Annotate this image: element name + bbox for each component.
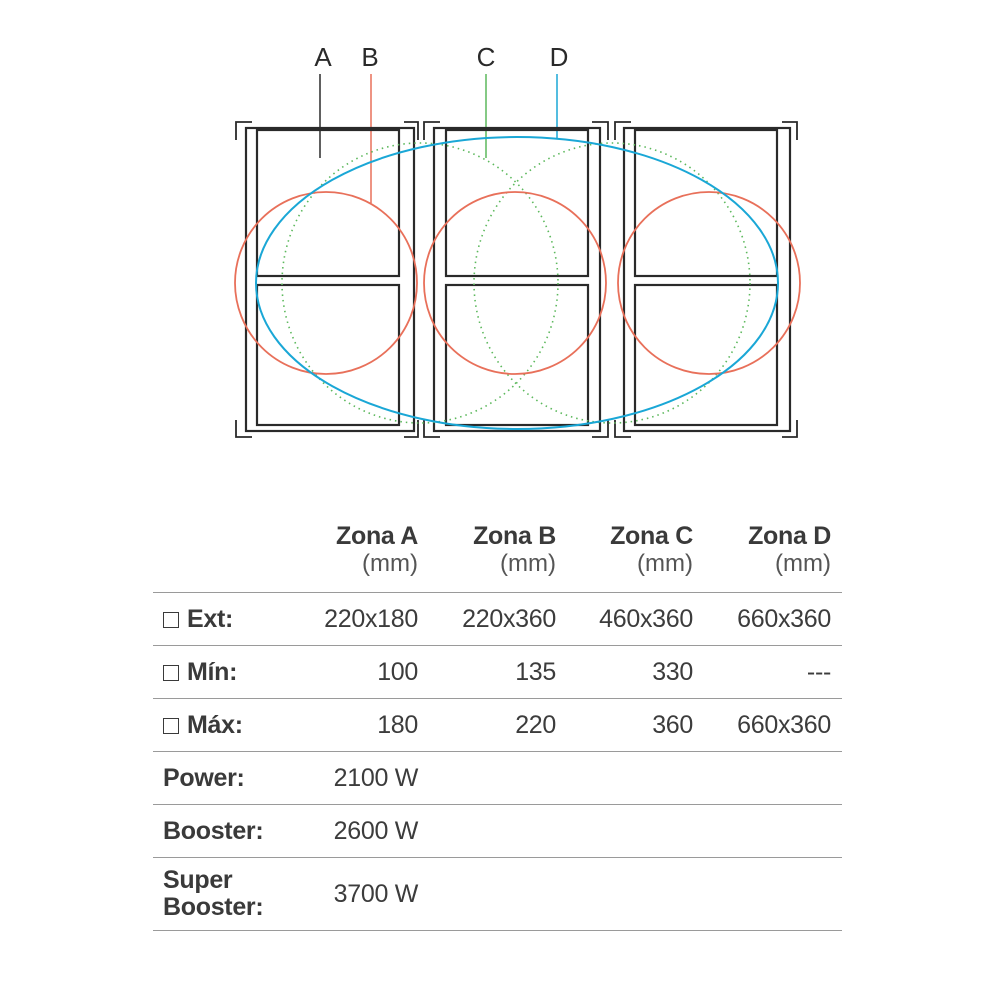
zone-label-a: A xyxy=(314,42,332,72)
table-cell: 2100 W xyxy=(333,764,418,792)
header-zona-d xyxy=(731,522,831,578)
header-title: Zona A xyxy=(336,522,418,550)
table-cell: 100 xyxy=(377,658,418,686)
row-label-line2: Booster: xyxy=(163,893,264,921)
cooktop-unit-center xyxy=(424,122,608,437)
table-header-row xyxy=(153,522,842,593)
row-label-text: Máx: xyxy=(187,711,243,739)
table-cell: 220x360 xyxy=(462,605,556,633)
checkbox-icon[interactable] xyxy=(163,612,179,628)
table-cell: 360 xyxy=(652,711,693,739)
table-cell: 3700 W xyxy=(333,880,418,908)
table-row-ext xyxy=(153,594,842,646)
header-title: Zona B xyxy=(473,522,556,550)
table-cell: 330 xyxy=(652,658,693,686)
zone-b-outlines xyxy=(235,192,800,374)
table-cell: 180 xyxy=(377,711,418,739)
header-title: Zona C xyxy=(610,522,693,550)
row-label-line1: Super xyxy=(163,866,233,894)
checkbox-icon[interactable] xyxy=(163,718,179,734)
row-label-text: Mín: xyxy=(187,658,238,686)
table-row-super-booster xyxy=(153,859,842,931)
row-label: Power: xyxy=(163,764,245,792)
cooktop-unit-right xyxy=(615,122,797,437)
table-row-booster xyxy=(153,806,842,858)
table-cell: --- xyxy=(806,658,831,686)
header-unit: (mm) xyxy=(500,550,556,577)
table-cell: 220x180 xyxy=(324,605,418,633)
zone-label-d: D xyxy=(549,42,569,72)
zone-label-c: C xyxy=(476,42,496,72)
header-zona-b xyxy=(456,522,556,578)
table-row-power xyxy=(153,753,842,805)
header-zona-a xyxy=(318,522,418,578)
row-label: Booster: xyxy=(163,817,264,845)
zone-label-b: B xyxy=(361,42,379,72)
table-cell: 135 xyxy=(515,658,556,686)
table-cell: 220 xyxy=(515,711,556,739)
cooktop-unit-left xyxy=(236,122,418,437)
cooktop-zone-diagram xyxy=(0,0,1000,460)
table-cell: 460x360 xyxy=(599,605,693,633)
table-cell: 660x360 xyxy=(737,605,831,633)
header-unit: (mm) xyxy=(362,550,418,577)
row-label xyxy=(163,859,263,938)
header-zona-c xyxy=(593,522,693,578)
row-label xyxy=(163,700,243,751)
row-label xyxy=(163,647,237,698)
table-row-min xyxy=(153,647,842,699)
zone-c-outlines xyxy=(282,143,750,423)
header-unit: (mm) xyxy=(775,550,831,577)
table-row-max xyxy=(153,700,842,752)
header-unit: (mm) xyxy=(637,550,693,577)
header-title: Zona D xyxy=(748,522,831,550)
table-cell: 2600 W xyxy=(333,817,418,845)
row-label xyxy=(163,594,233,645)
checkbox-icon[interactable] xyxy=(163,665,179,681)
table-cell: 660x360 xyxy=(737,711,831,739)
row-label-text: Ext: xyxy=(187,605,234,633)
